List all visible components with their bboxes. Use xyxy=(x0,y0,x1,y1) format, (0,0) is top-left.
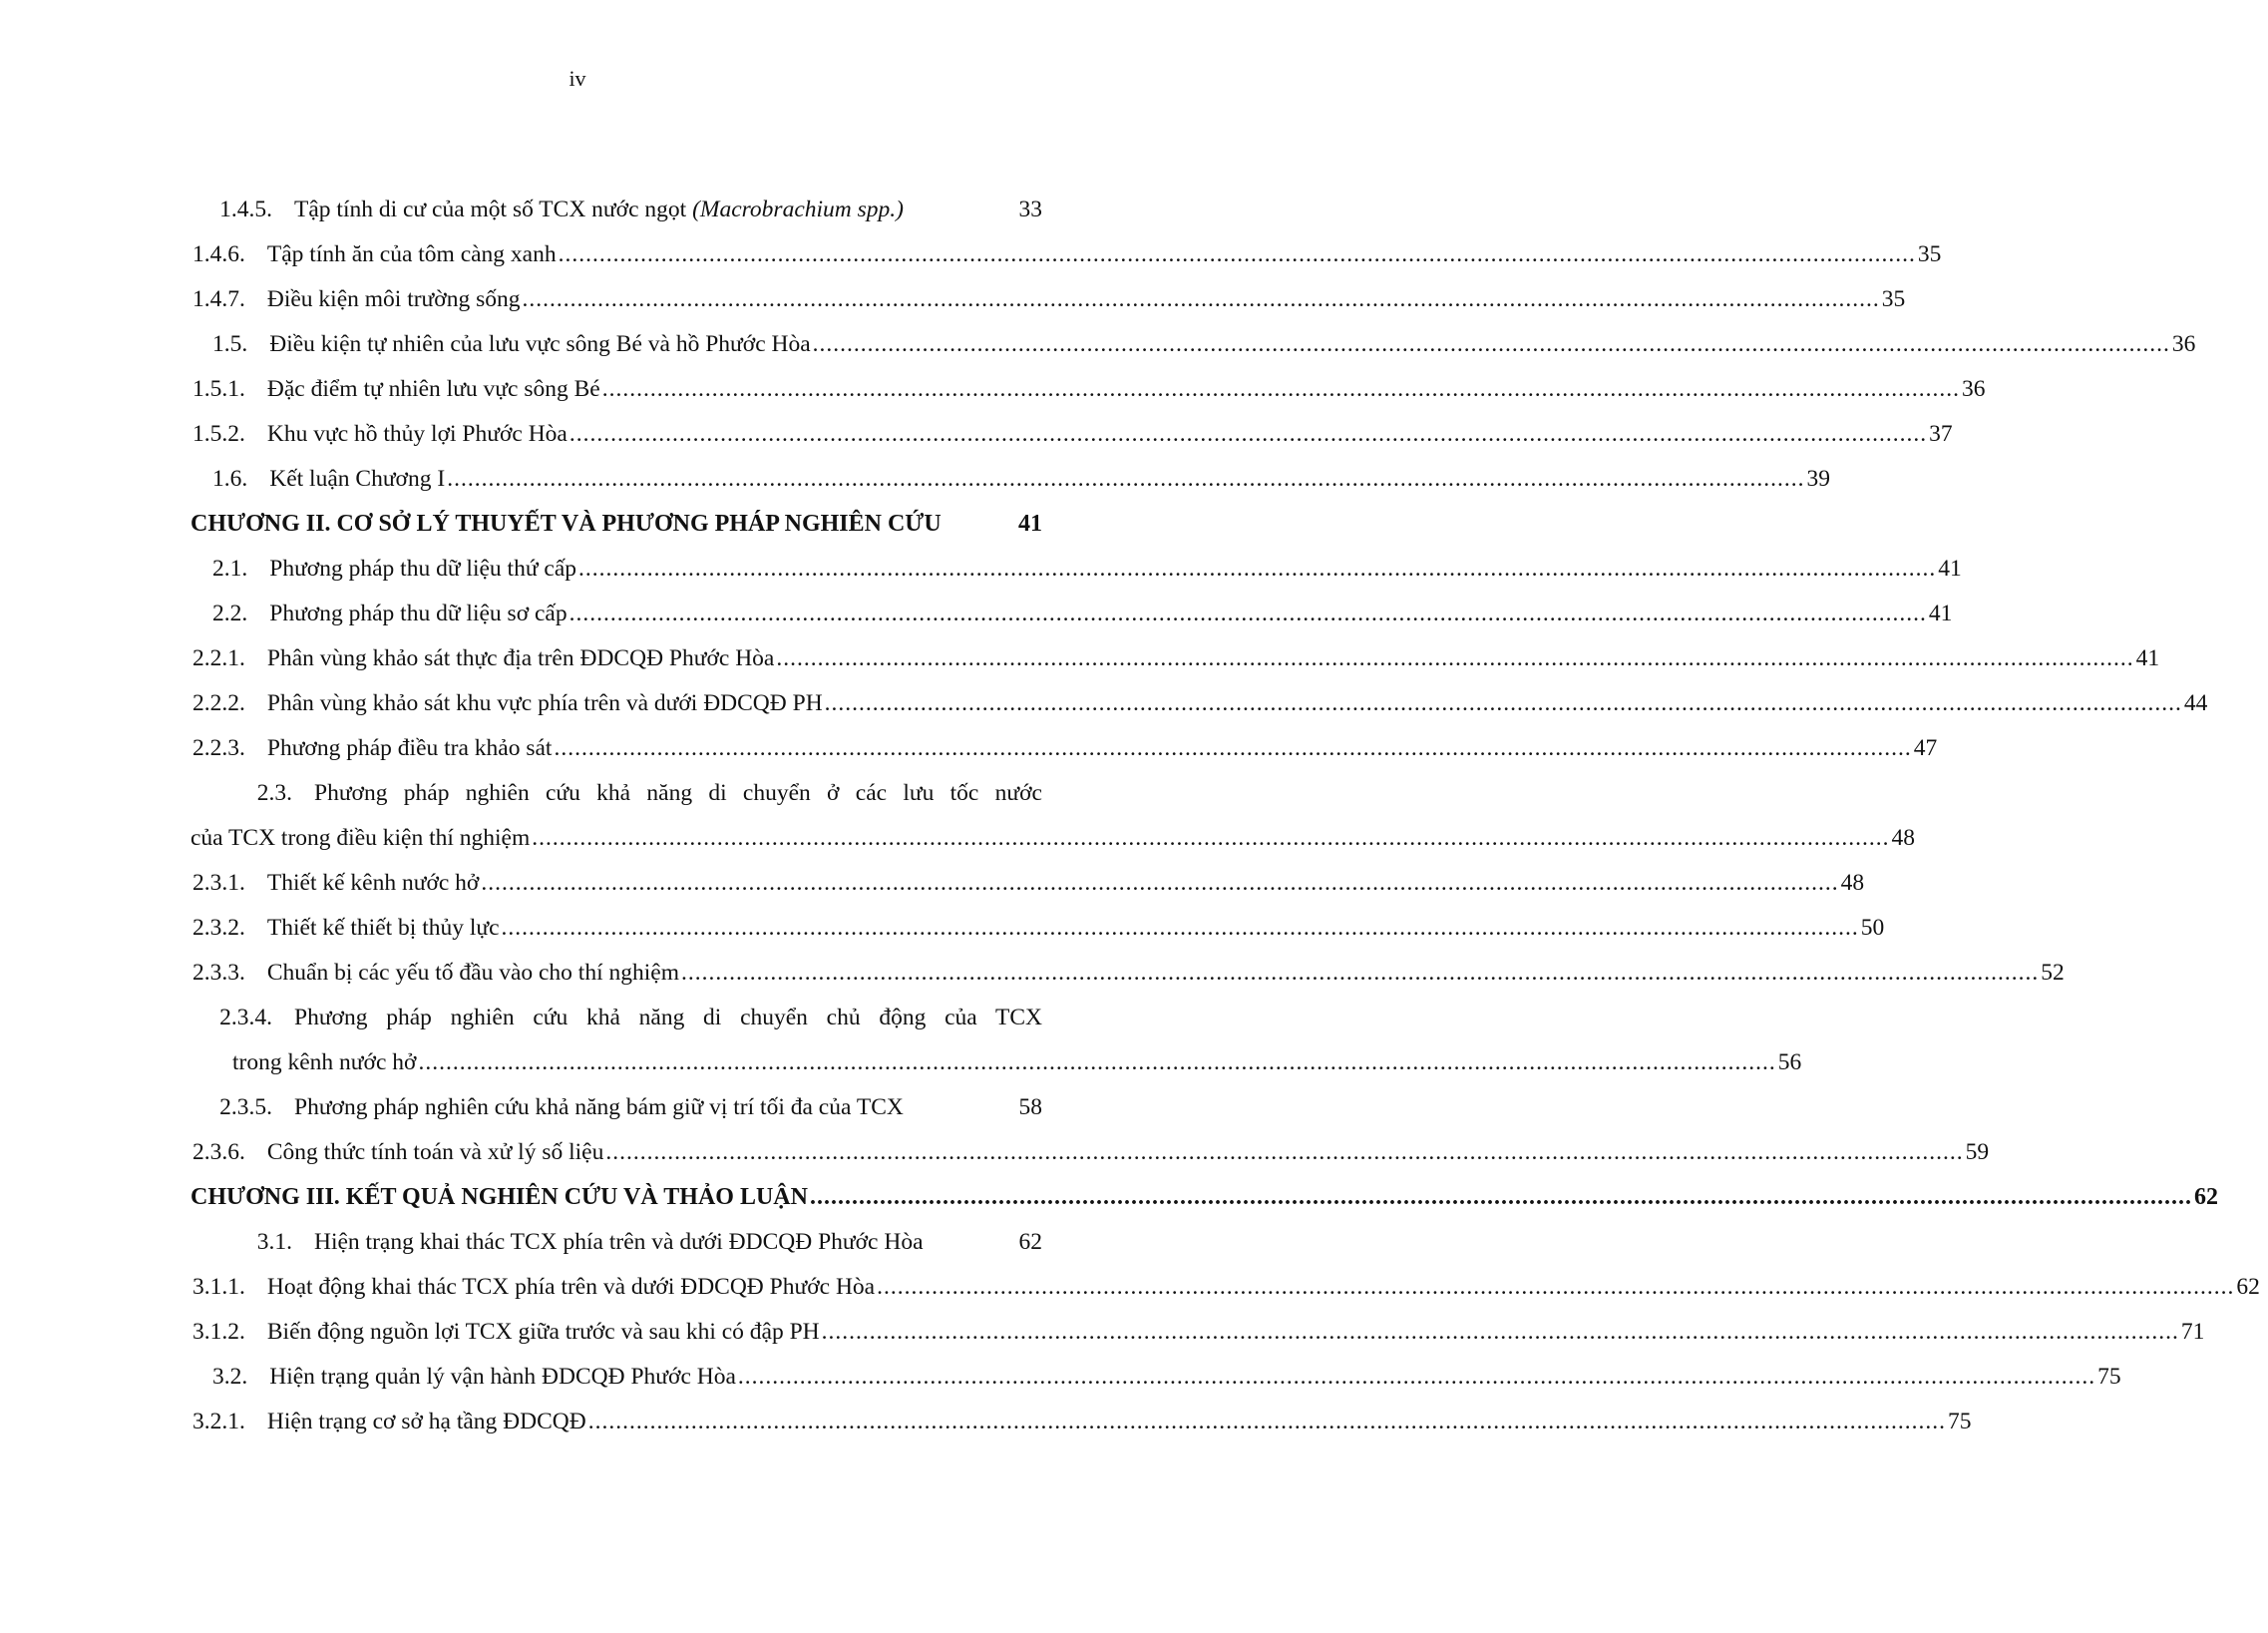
toc-leader-dots xyxy=(569,412,1927,457)
toc-entry-page: 48 xyxy=(1840,870,1865,896)
toc-leader-dots xyxy=(418,1040,1775,1085)
toc-entry-page: 62 xyxy=(2236,1274,2260,1300)
toc-entry-number: 1.6. xyxy=(212,466,248,492)
toc-entry[interactable] xyxy=(190,502,1050,547)
toc-entry-title: Công thức tính toán và xử lý số liệu xyxy=(266,1139,604,1165)
toc-entry-page: 71 xyxy=(2180,1319,2205,1345)
toc-entry[interactable] xyxy=(192,1085,1050,1130)
toc-entry-number: 1.5.1. xyxy=(192,376,245,402)
toc-entry-title: Phương pháp nghiên cứu khả năng di chuyển ở các lưu tốc nước xyxy=(314,780,1042,806)
toc-entry-number: 1.5. xyxy=(212,331,248,357)
toc-entry-page xyxy=(1042,771,1050,816)
toc-entry[interactable] xyxy=(192,592,1953,636)
toc-entry-title: Kết luận Chương I xyxy=(269,466,446,492)
toc-entry-number: 1.4.7. xyxy=(192,286,245,312)
toc-entry-title: Phân vùng khảo sát thực địa trên ĐDCQĐ Phước Hòa xyxy=(266,645,775,671)
toc-entry[interactable] xyxy=(192,1265,2260,1310)
toc-entry-number: 1.4.6. xyxy=(192,241,245,267)
toc-entry-page: 50 xyxy=(1860,915,1885,941)
toc-entry-title: Hiện trạng quản lý vận hành ĐDCQĐ Phước Hòa xyxy=(269,1364,736,1390)
table-of-contents xyxy=(190,188,2260,1444)
toc-entry-page: 59 xyxy=(1965,1139,1990,1165)
toc-leader-dots xyxy=(825,681,2182,726)
toc-entry[interactable] xyxy=(192,906,1885,951)
toc-entry-title: Đặc điểm tự nhiên lưu vực sông Bé xyxy=(266,376,600,402)
toc-entry[interactable] xyxy=(192,1220,1050,1265)
toc-entry[interactable] xyxy=(192,996,1050,1040)
toc-entry-title: Thiết kế thiết bị thủy lực xyxy=(266,915,500,941)
toc-entry-number: 2.3.6. xyxy=(192,1139,245,1165)
toc-entry-title: Hiện trạng khai thác TCX phía trên và dưới ĐDCQĐ Phước Hòa xyxy=(314,1229,924,1255)
toc-entry-title: Thiết kế kênh nước hở xyxy=(266,870,480,896)
toc-entry-title: Hoạt động khai thác TCX phía trên và dưới ĐDCQĐ Phước Hòa xyxy=(266,1274,876,1300)
toc-entry-page: 37 xyxy=(1929,421,1953,447)
toc-leader-dots xyxy=(554,726,1911,771)
toc-leader-dots xyxy=(822,1310,2179,1355)
toc-entry-page: 48 xyxy=(1891,825,1916,851)
toc-entry-number: 2.3.5. xyxy=(219,1094,272,1120)
toc-entry-number: 3.2.1. xyxy=(192,1409,245,1434)
toc-entry-page: 58 xyxy=(1018,1094,1042,1120)
toc-entry-title: Biến động nguồn lợi TCX giữa trước và sau khi có đập PH xyxy=(266,1319,820,1345)
toc-leader-dots xyxy=(813,322,2170,367)
toc-entry[interactable] xyxy=(192,1355,2121,1400)
toc-entry[interactable] xyxy=(192,1130,1990,1175)
toc-entry[interactable] xyxy=(192,951,2065,996)
toc-leader-dots xyxy=(481,861,1838,906)
toc-entry[interactable] xyxy=(192,1310,2205,1355)
toc-entry[interactable] xyxy=(232,1040,1802,1085)
toc-leader-dots xyxy=(502,906,1859,951)
toc-entry-title: CHƯƠNG III. KẾT QUẢ NGHIÊN CỨU VÀ THẢO LUẬN xyxy=(190,1184,808,1210)
toc-entry-page: 62 xyxy=(1018,1229,1042,1255)
toc-entry-title: Tập tính di cư của một số TCX nước ngọt (Macrobrachium spp.) xyxy=(294,197,904,222)
toc-entry-number: 2.3. xyxy=(256,780,292,806)
toc-entry-page: 41 xyxy=(2135,645,2160,671)
toc-entry[interactable] xyxy=(192,861,1865,906)
toc-entry-number: 2.3.2. xyxy=(192,915,245,941)
toc-entry-page: 52 xyxy=(2041,960,2065,986)
toc-leader-dots xyxy=(602,367,1960,412)
toc-entry[interactable] xyxy=(192,547,1962,592)
toc-entry-page: 47 xyxy=(1913,735,1938,761)
toc-leader-dots xyxy=(447,457,1804,502)
toc-entry-title: trong kênh nước hở xyxy=(232,1049,417,1075)
toc-entry-number: 2.2.2. xyxy=(192,690,245,716)
toc-entry-page: 41 xyxy=(1938,556,1962,582)
toc-entry-number: 3.1.1. xyxy=(192,1274,245,1300)
toc-entry-title: Phương pháp nghiên cứu khả năng di chuyển chủ động của TCX xyxy=(294,1005,1042,1030)
toc-entry-page: 39 xyxy=(1806,466,1830,492)
toc-leader-dots xyxy=(605,1130,1963,1175)
toc-entry-page xyxy=(1042,996,1050,1040)
page-number: iv xyxy=(568,66,586,91)
toc-entry-title: Phương pháp nghiên cứu khả năng bám giữ vị trí tối đa của TCX xyxy=(294,1094,904,1120)
toc-entry[interactable] xyxy=(192,636,2160,681)
toc-entry-title: của TCX trong điều kiện thí nghiệm xyxy=(190,825,531,851)
toc-entry[interactable] xyxy=(192,367,1986,412)
toc-entry-page: 44 xyxy=(2183,690,2208,716)
toc-entry-page: 35 xyxy=(1917,241,1942,267)
toc-leader-dots xyxy=(532,816,1889,861)
toc-entry-page: 56 xyxy=(1777,1049,1802,1075)
toc-leader-dots xyxy=(559,232,1916,277)
toc-entry-number: 3.1.2. xyxy=(192,1319,245,1345)
toc-entry-number: 2.2. xyxy=(212,601,248,626)
toc-entry[interactable] xyxy=(190,1175,2218,1220)
toc-entry-number: 3.2. xyxy=(212,1364,248,1390)
toc-entry-number: 2.3.1. xyxy=(192,870,245,896)
toc-leader-dots xyxy=(523,277,1880,322)
toc-entry-title: Điều kiện tự nhiên của lưu vực sông Bé và hồ Phước Hòa xyxy=(269,331,811,357)
toc-entry-title: Hiện trạng cơ sở hạ tầng ĐDCQĐ xyxy=(266,1409,586,1434)
toc-entry-title: Phương pháp thu dữ liệu sơ cấp xyxy=(269,601,567,626)
toc-leader-dots xyxy=(877,1265,2234,1310)
toc-leader-dots xyxy=(569,592,1927,636)
toc-entry[interactable] xyxy=(190,816,1916,861)
toc-entry-page: 62 xyxy=(2193,1184,2218,1210)
toc-entry-title: Phân vùng khảo sát khu vực phía trên và dưới ĐDCQĐ PH xyxy=(266,690,823,716)
toc-entry-title: Điều kiện môi trường sống xyxy=(266,286,521,312)
toc-leader-dots xyxy=(578,547,1936,592)
toc-entry[interactable] xyxy=(192,457,1830,502)
toc-entry-page: 33 xyxy=(1018,197,1042,222)
toc-entry-title: Chuẩn bị các yếu tố đầu vào cho thí nghiệm xyxy=(266,960,679,986)
toc-entry[interactable] xyxy=(192,771,1050,816)
toc-entry-number: 2.2.3. xyxy=(192,735,245,761)
toc-entry-title: CHƯƠNG II. CƠ SỞ LÝ THUYẾT VÀ PHƯƠNG PHÁP NGHIÊN CỨU xyxy=(190,511,942,537)
toc-entry-title: Phương pháp điều tra khảo sát xyxy=(266,735,553,761)
toc-entry-number: 1.5.2. xyxy=(192,421,245,447)
toc-entry-number: 2.1. xyxy=(212,556,248,582)
toc-entry-page: 75 xyxy=(1947,1409,1972,1434)
toc-entry-page: 35 xyxy=(1881,286,1906,312)
toc-entry-page: 36 xyxy=(2171,331,2196,357)
toc-entry-page: 75 xyxy=(2097,1364,2121,1390)
toc-leader-dots xyxy=(681,951,2039,996)
toc-entry[interactable] xyxy=(192,188,1050,232)
toc-entry-number: 3.1. xyxy=(256,1229,292,1255)
toc-entry-title-italic: (Macrobrachium spp.) xyxy=(692,197,904,222)
toc-entry[interactable] xyxy=(192,726,1938,771)
toc-entry[interactable] xyxy=(192,681,2208,726)
toc-entry-number: 2.3.4. xyxy=(219,1005,272,1030)
toc-entry-title: Phương pháp thu dữ liệu thứ cấp xyxy=(269,556,577,582)
toc-entry-page: 41 xyxy=(1928,601,1953,626)
toc-entry-number: 2.2.1. xyxy=(192,645,245,671)
toc-entry[interactable] xyxy=(192,322,2196,367)
toc-entry[interactable] xyxy=(192,1400,1972,1444)
toc-entry-page: 36 xyxy=(1961,376,1986,402)
toc-entry-number: 1.4.5. xyxy=(219,197,272,222)
toc-entry-title: Tập tính ăn của tôm càng xanh xyxy=(266,241,557,267)
toc-leader-dots xyxy=(588,1400,1946,1444)
toc-leader-dots xyxy=(810,1175,2192,1220)
toc-entry[interactable] xyxy=(192,412,1953,457)
toc-entry[interactable] xyxy=(192,277,1906,322)
toc-entry-page: 41 xyxy=(1018,511,1042,537)
toc-leader-dots xyxy=(738,1355,2095,1400)
toc-entry-title: Khu vực hồ thủy lợi Phước Hòa xyxy=(266,421,567,447)
toc-entry[interactable] xyxy=(192,232,1942,277)
toc-entry-number: 2.3.3. xyxy=(192,960,245,986)
toc-leader-dots xyxy=(776,636,2133,681)
